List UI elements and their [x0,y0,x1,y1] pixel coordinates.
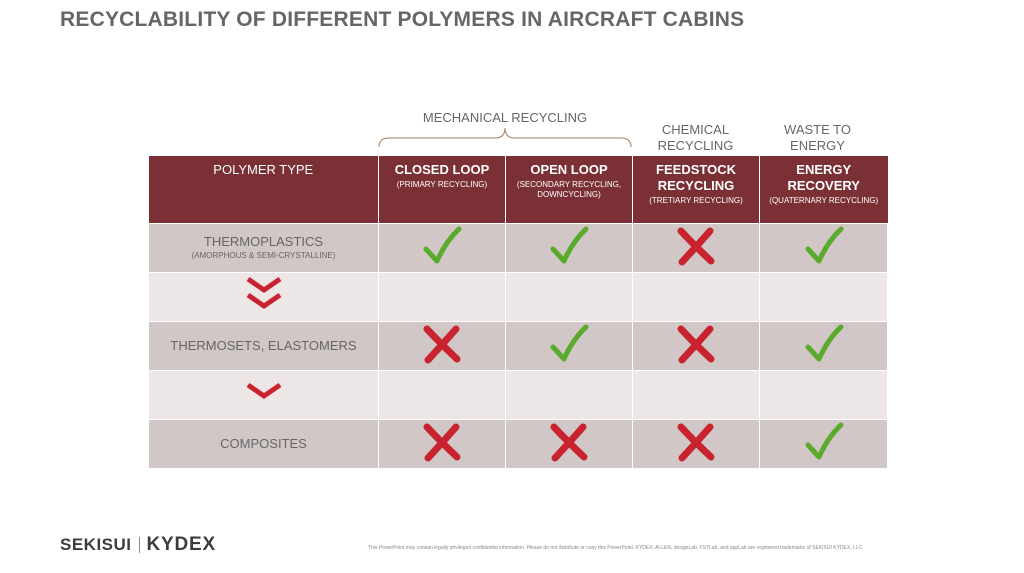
cell-closed-loop [379,420,506,469]
empty-cell [633,273,760,322]
cross-mark-icon [420,421,464,468]
group-label-waste: WASTE TO ENERGY [784,122,851,153]
row-composites [149,420,888,469]
double-chevron-down-icon [244,275,284,320]
cell-closed-loop [379,322,506,371]
header-feedstock-sub: (TRETIARY RECYCLING) [649,196,743,205]
polymer-name-thermoplastics: THERMOPLASTICS [203,234,324,249]
cell-energy [760,322,888,371]
empty-cell [633,371,760,420]
cell-feedstock [633,224,760,273]
header-energy-sub: (QUATERNARY RECYCLING) [769,196,879,205]
polymer-name-thermosets: THERMOSETS, ELASTOMERS [170,338,357,353]
empty-cell [379,371,506,420]
empty-cell [506,273,633,322]
empty-cell [506,371,633,420]
cross-mark-icon [674,225,718,272]
check-mark-icon [420,225,464,272]
cross-mark-icon [547,421,591,468]
row-thermoplastics [149,224,888,273]
cell-feedstock [633,420,760,469]
empty-cell [760,371,888,420]
row-transition-1 [149,273,888,322]
polymer-cell-thermoplastics [149,224,379,273]
logo-divider [139,537,140,553]
header-feedstock-label: FEEDSTOCK RECYCLING [656,162,736,193]
header-polymer-type-label: POLYMER TYPE [213,162,314,177]
header-open-loop-label: OPEN LOOP [530,162,608,177]
header-energy [760,156,888,224]
polymer-cell-composites [149,420,379,469]
chevron-down-icon [244,381,284,410]
recyclability-table [148,156,888,469]
cross-mark-icon [674,421,718,468]
cell-energy [760,420,888,469]
cell-open-loop [506,420,633,469]
polymer-cell-thermosets [149,322,379,371]
cell-open-loop [506,322,633,371]
header-closed-loop-label: CLOSED LOOP [394,162,490,177]
header-open-loop [506,156,633,224]
check-mark-icon [802,421,846,468]
empty-cell [379,273,506,322]
transition-cell-2 [149,371,379,420]
header-polymer-type [149,156,379,224]
cross-mark-icon [674,323,718,370]
brace-mechanical [378,124,632,148]
cross-mark-icon [420,323,464,370]
header-energy-label: ENERGY RECOVERY [787,162,860,193]
legal-footer: This PowerPoint may contain legally privileged confidential information. Please do not distribute or copy this PowerPoint. KYDEX, ALLEN, designLab, FSTLab, and appLab are registered trademarks of SEKISUI KYDEX, LLC. [368,545,864,551]
check-mark-icon [802,323,846,370]
cell-closed-loop [379,224,506,273]
header-closed-loop-sub: (PRIMARY RECYCLING) [396,180,488,189]
slide-title: RECYCLABILITY OF DIFFERENT POLYMERS IN AIRCRAFT CABINS [60,8,745,31]
company-logo [60,534,216,556]
polymer-note-thermoplastics: (AMORPHOUS & SEMI-CRYSTALLINE) [191,251,336,260]
group-label-mechanical: MECHANICAL RECYCLING [422,110,588,125]
check-mark-icon [547,323,591,370]
cell-energy [760,224,888,273]
transition-cell-1 [149,273,379,322]
header-open-loop-sub: (SECONDARY RECYCLING, DOWNCYCLING) [516,180,622,199]
check-mark-icon [547,225,591,272]
cell-open-loop [506,224,633,273]
group-label-chemical: CHEMICAL RECYCLING [657,122,734,153]
logo-kydex: KYDEX [146,534,216,555]
header-closed-loop [379,156,506,224]
row-thermosets [149,322,888,371]
cell-feedstock [633,322,760,371]
polymer-name-composites: COMPOSITES [220,436,307,451]
row-transition-2 [149,371,888,420]
check-mark-icon [802,225,846,272]
logo-sekisui: SEKISUI [60,535,132,554]
header-feedstock [633,156,760,224]
empty-cell [760,273,888,322]
header-row [149,156,888,224]
